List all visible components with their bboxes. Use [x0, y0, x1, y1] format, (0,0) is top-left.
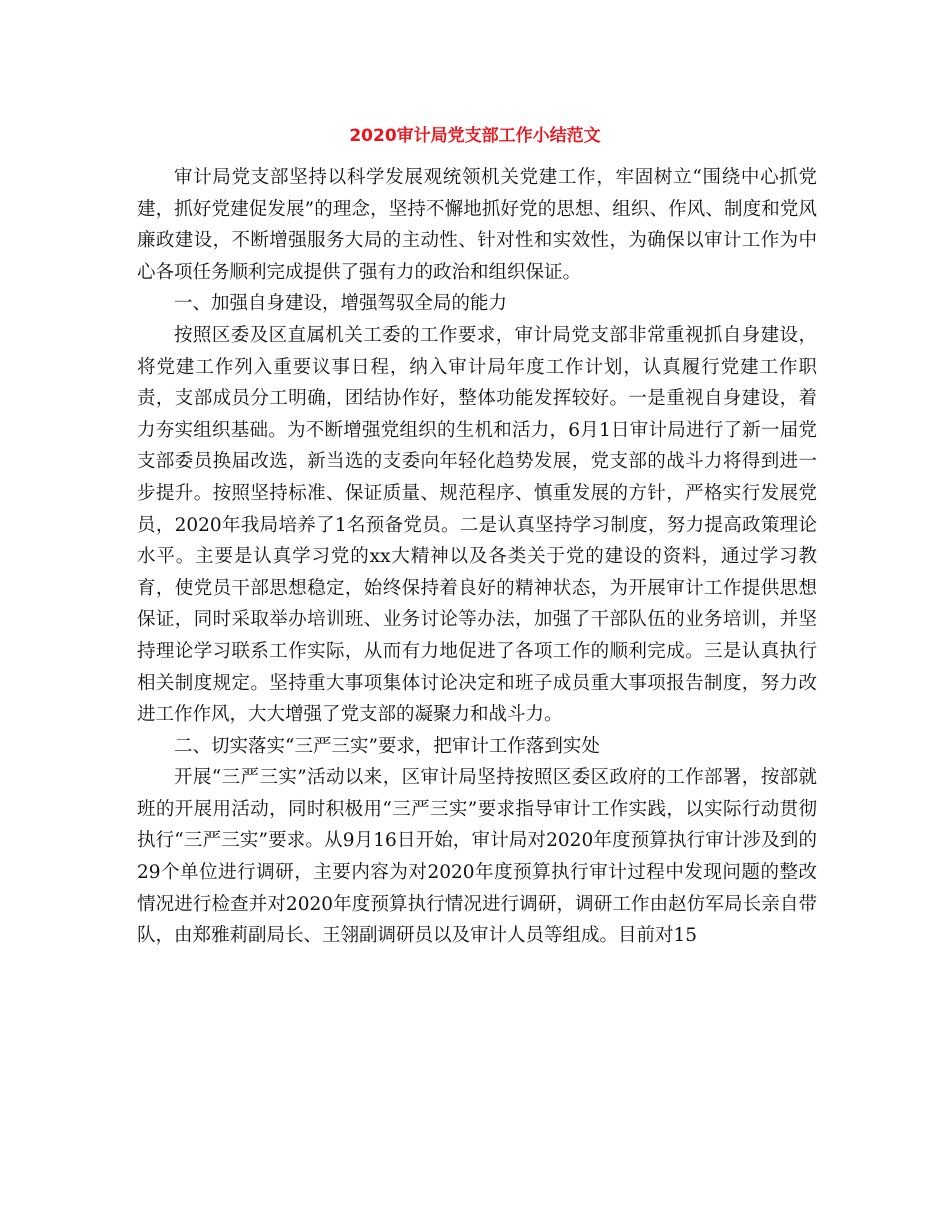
paragraph-section-2: 开展“三严三实”活动以来，区审计局坚持按照区委区政府的工作部署，按部就班的开展用活动，同时积极用“三严三实”要求指导审计工作实践，以实际行动贯彻执行“三严三实”要求。从9月16日开始，审计局对2020年度预算执行审计涉及到的29个单位进行调研，主要内容为对2020年度预算执行审计过程中发现问题的整改情况进行检查并对2020年度预算执行情况进行调研，调研工作由赵仿军局长亲自带队，由郑雅莉副局长、王翎副调研员以及审计人员等组成。目前对15 [137, 767, 817, 947]
document-body [137, 162, 817, 952]
section-heading-2: 二、切实落实“三严三实”要求，把审计工作落到实处 [174, 735, 600, 757]
section-heading-1: 一、加强自身建设，增强驾驭全局的能力 [174, 293, 508, 315]
paragraph-section-1: 按照区委及区直属机关工委的工作要求，审计局党支部非常重视抓自身建设，将党建工作列入重要议事日程，纳入审计局年度工作计划，认真履行党建工作职责，支部成员分工明确，团结协作好，整体功能发挥较好。一是重视自身建设，着力夯实组织基础。为不断增强党组织的生机和活力，6月1日审计局进行了新一届党支部委员换届改选，新当选的支委向年轻化趋势发展，党支部的战斗力将得到进一步提升。按照坚持标准、保证质量、规范程序、慎重发展的方针，严格实行发展党员，2020年我局培养了1名预备党员。二是认真坚持学习制度，努力提高政策理论水平。主要是认真学习党的xx大精神以及各类关于党的建设的资料，通过学习教育，使党员干部思想稳定，始终保持着良好的精神状态，为开展审计工作提供思想保证，同时采取举办培训班、业务讨论等办法，加强了干部队伍的业务培训，并坚持理论学习联系工作实际，从而有力地促进了各项工作的顺利完成。三是认真执行相关制度规定。坚持重大事项集体讨论决定和班子成员重大事项报告制度，努力改进工作作风，大大增强了党支部的凝聚力和战斗力。 [137, 324, 817, 726]
document-title: 2020审计局党支部工作小结范文 [349, 126, 601, 146]
paragraph-intro: 审计局党支部坚持以科学发展观统领机关党建工作，牢固树立“围绕中心抓党建，抓好党建促发展”的理念，坚持不懈地抓好党的思想、组织、作风、制度和党风廉政建设，不断增强服务大局的主动性、针对性和实效性，为确保以审计工作为中心各项任务顺利完成提供了强有力的政治和组织保证。 [137, 167, 817, 283]
